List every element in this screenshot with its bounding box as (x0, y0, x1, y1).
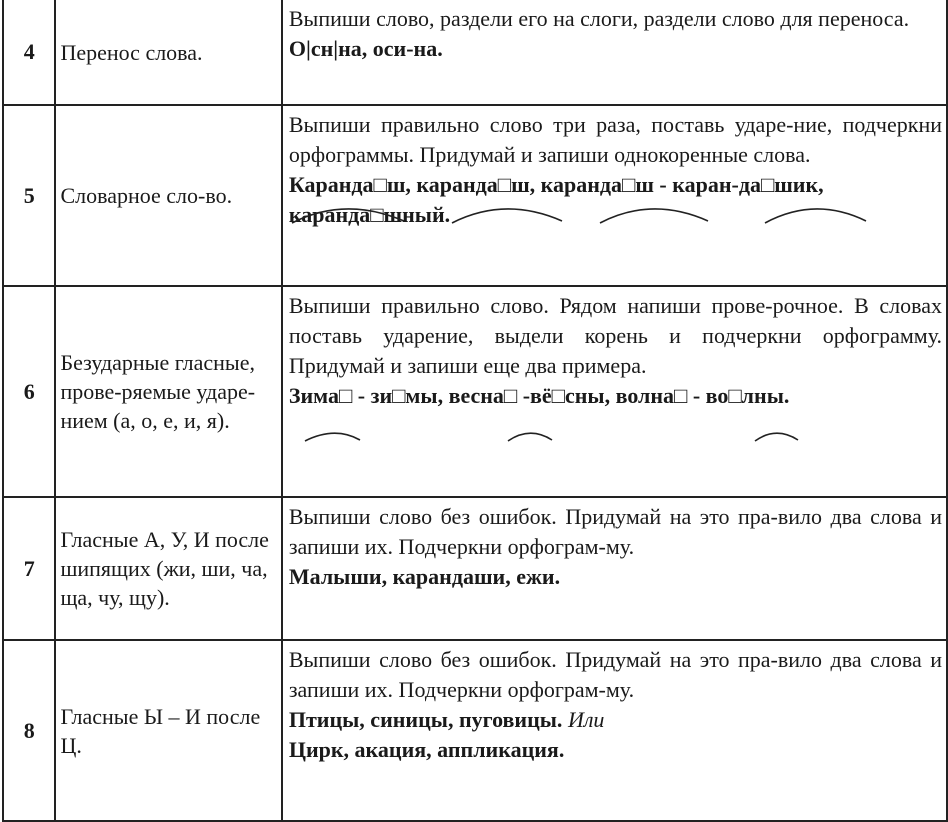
row-topic: Гласные А, У, И после шипящих (жи, ши, ча, ща, чу, щу). (55, 497, 281, 640)
task-instruction: Выпиши слово без ошибок. Придумай на это пра-вило два слова и запиши их. Подчеркни орфограм-му. (288, 647, 942, 702)
task-example (289, 705, 942, 735)
task-example: Каранда□ш, каранда□ш, каранда□ш - каран-да□шик, каранда□шный. (288, 172, 824, 227)
row-topic: Перенос слова. (55, 0, 281, 105)
row-number: 7 (3, 497, 55, 640)
row-topic: Безударные гласные, прове-ряемые ударе-нием (а, о, е, и, я). (55, 286, 281, 497)
task-example: О|сн|на, оси-на. (288, 36, 443, 61)
task-example: Цирк, акация, аппликация. (288, 737, 565, 762)
row-task (282, 497, 947, 640)
task-instruction: Выпиши правильно слово. Рядом напиши прове-рочное. В словах поставь ударение, выдели корень и подчеркни орфограмму. Придумай и запиши еще два примера. (288, 293, 942, 378)
row-number: 5 (3, 105, 55, 286)
table-row (3, 497, 947, 640)
task-instruction: Выпиши слово, раздели его на слоги, раздели слово для переноса. (288, 6, 910, 31)
row-topic: Гласные Ы – И после Ц. (55, 640, 281, 821)
example-or: Или (567, 707, 605, 732)
row-number: 4 (3, 0, 55, 105)
task-example: Зима□ - зи□мы, весна□ -вё□сны, волна□ - во□лны. (288, 383, 790, 408)
row-task (282, 0, 947, 105)
row-number: 6 (3, 286, 55, 497)
row-topic: Словарное сло-во. (55, 105, 281, 286)
task-instruction: Выпиши правильно слово три раза, поставь ударе-ние, подчеркни орфограммы. Придумай и запиши однокоренные слова. (288, 112, 942, 167)
task-example: Малыши, карандаши, ежи. (288, 564, 561, 589)
table-row (3, 286, 947, 497)
row-number: 8 (3, 640, 55, 821)
task-instruction: Выпиши слово без ошибок. Придумай на это пра-вило два слова и запиши их. Подчеркни орфограм-му. (288, 504, 942, 559)
row-task (282, 105, 947, 286)
rules-table (2, 0, 948, 822)
row-task (282, 640, 947, 821)
table-row (3, 0, 947, 105)
table-row (3, 640, 947, 821)
example-words: Птицы, синицы, пуговицы. (288, 707, 563, 732)
table-row (3, 105, 947, 286)
row-task (282, 286, 947, 497)
